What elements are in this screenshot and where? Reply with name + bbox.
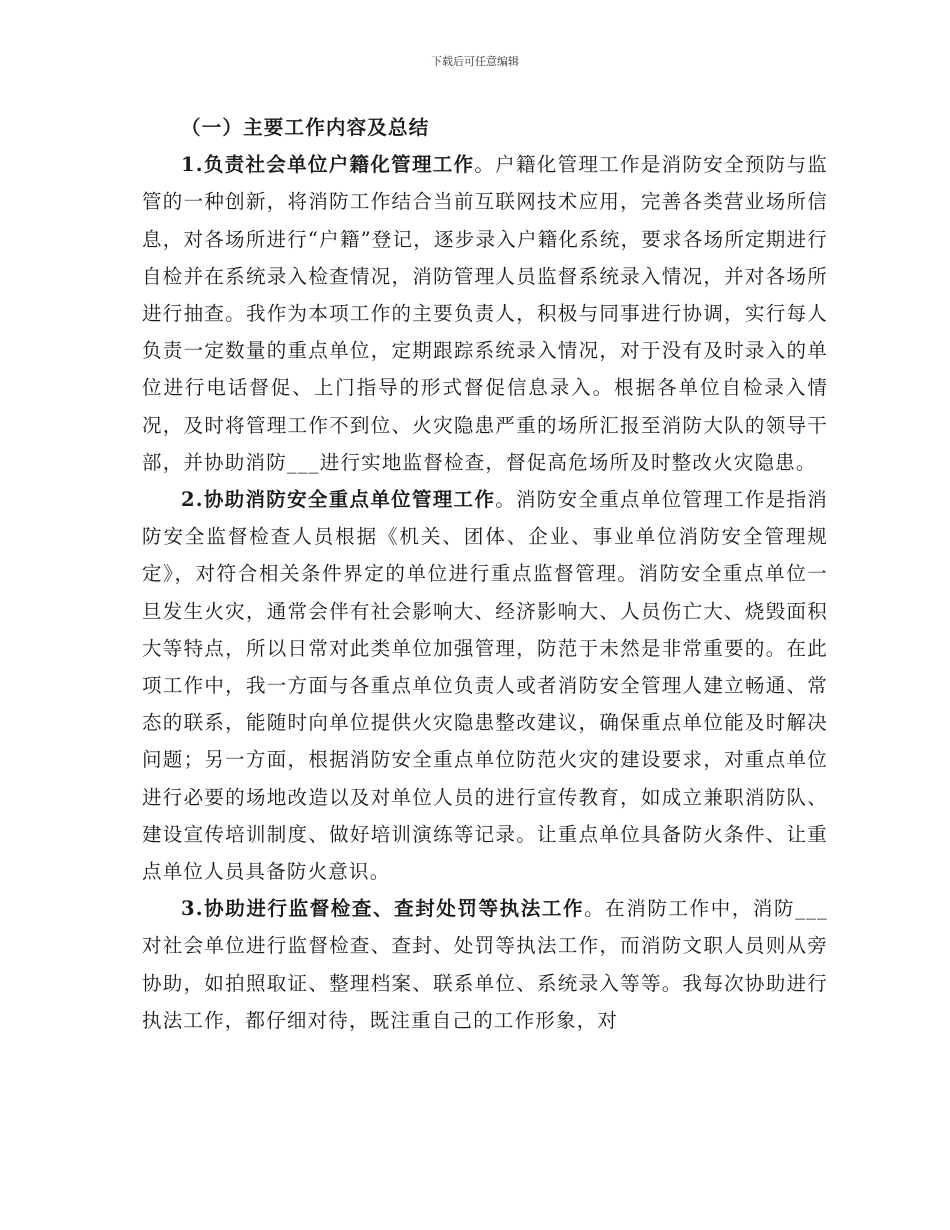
document-body — [142, 109, 828, 1039]
paragraph-2-body: 。消防安全重点单位管理工作是指消防安全监督检查人员根据《机关、团体、企业、事业单位消防安全管理规定》，对符合相关条件界定的单位进行重点监督管理。消防安全重点单位一旦发生火灾，通常会伴有社会影响大、经济影响大、人员伤亡大、烧毁面积大等特点，所以日常对此类单位加强管理，防范于未然是非常重要的。在此项工作中，我一方面与各重点单位负责人或者消防安全管理人建立畅通、常态的联系，能随时向单位提供火灾隐患整改建议，确保重点单位能及时解决问题；另一方面，根据消防安全重点单位防范火灾的建设要求，对重点单位进行必要的场地改造以及对单位人员的进行宣传教育，如成立兼职消防队、建设宣传培训制度、做好培训演练等记录。让重点单位具备防火条件、让重点单位人员具备防火意识。 — [142, 488, 829, 884]
paragraph-3-body: 。在消防工作中，消防___对社会单位进行监督检查、查封、处罚等执法工作，而消防文职人员则从旁协助，如拍照取证、整理档案、联系单位、系统录入等等。我每次协助进行执法工作，都仔细对待，既注重自己的工作形象，对 — [142, 897, 828, 1032]
section-heading: （一）主要工作内容及总结 — [181, 116, 430, 139]
paragraph-1-body: 。户籍化管理工作是消防安全预防与监管的一种创新，将消防工作结合当前互联网技术应用，完善各类营业场所信息，对各场所进行“户籍”登记，逐步录入户籍化系统，要求各场所定期进行自检并在系统录入检查情况，消防管理人员监督系统录入情况，并对各场所进行抽查。我作为本项工作的主要负责人，积极与同事进行协调，实行每人负责一定数量的重点单位，定期跟踪系统录入情况，对于没有及时录入的单位进行电话督促、上门指导的形式督促信息录入。根据各单位自检录入情况，及时将管理工作不到位、火灾隐患严重的场所汇报至消防大队的领导干部，并协助消防___进行实地监督检查，督促高危场所及时整改火灾隐患。 — [142, 153, 829, 474]
paragraph-2 — [142, 481, 828, 890]
paragraph-2-lead: 2.协助消防安全重点单位管理工作 — [181, 488, 496, 512]
page-header: 下载后可任意编辑 — [431, 55, 519, 68]
paragraph-3 — [142, 890, 828, 1039]
paragraph-1 — [142, 146, 828, 481]
paragraph-1-lead: 1.负责社会单位户籍化管理工作 — [181, 153, 475, 177]
paragraph-3-lead: 3.协助进行监督检查、查封处罚等执法工作 — [181, 897, 585, 921]
